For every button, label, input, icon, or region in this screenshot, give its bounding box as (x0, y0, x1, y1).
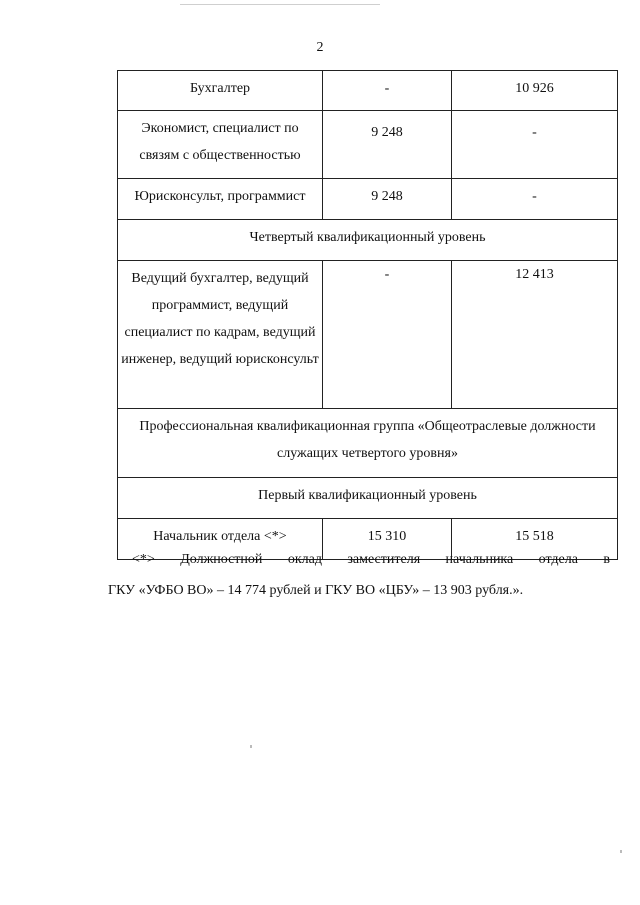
footnote (108, 544, 610, 606)
salary-cell: - (323, 261, 452, 409)
salary-cell: 9 248 (323, 111, 452, 179)
table-row (118, 478, 618, 519)
position-cell: Начальник отдела <*> (118, 519, 323, 560)
table-row (118, 179, 618, 220)
level-header: Четвертый квалификационный уровень (118, 220, 618, 261)
salary-cell: - (452, 179, 618, 220)
salary-cell: 12 413 (452, 261, 618, 409)
table-row (118, 261, 618, 409)
salary-cell: 15 518 (452, 519, 618, 560)
salary-cell: 15 310 (323, 519, 452, 560)
level-header: Первый квалификационный уровень (118, 478, 618, 519)
footnote-line: <*> Должностной оклад заместителя начальника отдела в (132, 552, 610, 567)
page-number: 2 (316, 40, 324, 55)
group-header: Профессиональная квалификационная группа «Общеотраслевые должности служащих четвертого уровня» (118, 409, 618, 478)
table-row (118, 409, 618, 478)
table-row (118, 220, 618, 261)
scan-speck (250, 745, 252, 748)
salary-table (117, 70, 618, 560)
table-row (118, 71, 618, 111)
salary-cell: 9 248 (323, 179, 452, 220)
table-row (118, 111, 618, 179)
position-cell: Ведущий бухгалтер, ведущий программист, ведущий специалист по кадрам, ведущий инженер, ведущий юрисконсульт (118, 261, 323, 409)
position-cell: Юрисконсульт, программист (118, 179, 323, 220)
footnote-line: ГКУ «УФБО ВО» – 14 774 рублей и ГКУ ВО «ЦБУ» – 13 903 рубля.». (108, 583, 524, 598)
salary-cell: - (323, 71, 452, 111)
position-cell: Экономист, специалист по связям с общественностью (118, 111, 323, 179)
salary-cell: - (452, 111, 618, 179)
scan-top-edge (180, 4, 380, 5)
salary-cell: 10 926 (452, 71, 618, 111)
position-cell: Бухгалтер (118, 71, 323, 111)
scan-speck (620, 850, 622, 853)
